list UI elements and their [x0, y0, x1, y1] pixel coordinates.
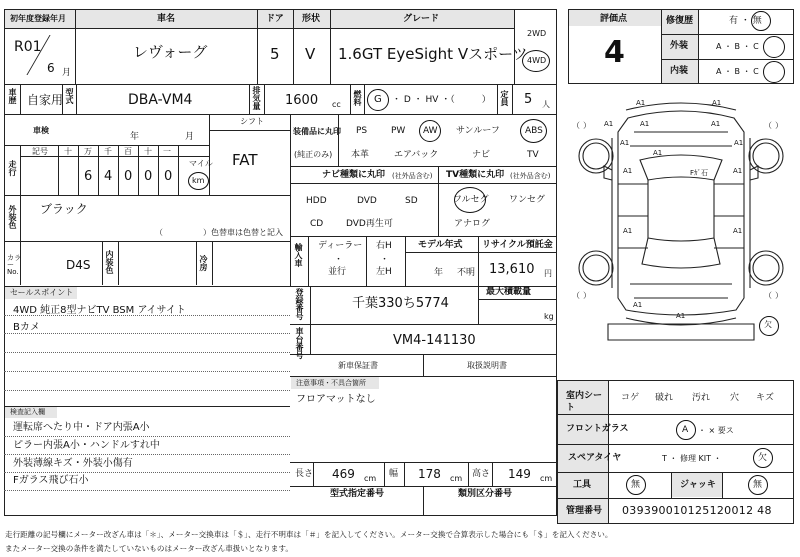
plate-value: 千葉330ち5774	[352, 296, 449, 311]
right-h-dot: ・	[380, 255, 390, 265]
equip-airbag: エアバック	[394, 150, 439, 160]
repair-label: 修復歴	[666, 16, 694, 26]
damage-mark: A1	[604, 120, 614, 128]
tv-title: TV種類に丸印	[446, 170, 505, 180]
grade-label: グレード	[403, 14, 440, 24]
spare-label: スペアタイヤ	[568, 453, 622, 463]
footer-line2: またメーター交換の条件を満たしていないものはメーター改ざん車扱いとなります。	[5, 544, 293, 553]
damage-mark: A1	[623, 167, 633, 175]
left-h-label: 左H	[376, 267, 392, 277]
digit-label: 百	[124, 147, 132, 156]
navi-title-sub: (社外品含む)	[392, 172, 433, 180]
digit-label: 十	[144, 147, 152, 156]
first-reg-month: 6	[47, 61, 55, 75]
windshield-value: A	[682, 425, 689, 435]
score-value: 4	[604, 35, 625, 70]
mileage-digit: 6	[84, 169, 93, 184]
points-line: Bカメ	[13, 322, 40, 333]
equip-sunroof: サンルーフ	[456, 126, 500, 136]
paren-close: ）	[583, 121, 591, 130]
paren-open: （	[764, 121, 772, 130]
equip-tv: TV	[527, 150, 539, 160]
paren-open: （	[764, 291, 772, 300]
checker-line: Fガラス飛び石小	[13, 475, 89, 486]
import-label: 輸入車	[294, 243, 303, 267]
recycle-label: リサイクル預託金	[482, 240, 553, 250]
grade-value: 1.6GT EyeSight Vスポーツ	[338, 45, 528, 63]
damage-mark: A1	[733, 167, 743, 175]
interior-color-label: 内装色	[105, 250, 114, 274]
score-label: 評価点	[600, 14, 628, 24]
interior-c-circle	[763, 61, 785, 83]
seat-item: キズ	[756, 393, 774, 403]
manual-label: 取扱説明書	[467, 361, 507, 370]
warranty-label: 新車保証書	[338, 361, 378, 370]
shaken-year-label: 年	[130, 132, 140, 142]
exterior-label: 外装	[670, 41, 689, 51]
management-value: 039390010125120012 48	[622, 504, 772, 517]
jack-value: 無	[753, 480, 763, 490]
shift-label: シフト	[240, 117, 264, 126]
mileage-label: 走行	[8, 160, 17, 176]
dealer-label: ディーラー	[318, 241, 363, 251]
paren-close: ）	[775, 121, 783, 130]
seat-item: 汚れ	[692, 393, 711, 403]
mileage-digit: 0	[124, 169, 133, 184]
seat-label: 室内シート	[566, 391, 603, 413]
navi-hdd: HDD	[306, 196, 327, 206]
shift-value: FAT	[232, 151, 258, 169]
seat-item: 穴	[730, 393, 740, 403]
length-value: 469	[332, 467, 355, 481]
shaken-label: 車検	[33, 126, 49, 135]
shape-value: V	[305, 45, 316, 63]
checker-label: 検査記入欄	[10, 408, 45, 416]
damage-mark: A1	[653, 149, 663, 157]
spare-value: 欠	[758, 453, 768, 463]
car-diagram	[568, 88, 794, 378]
damage-mark: A1	[636, 99, 646, 107]
fuel-rest: ・ D ・ HV ・（ ）	[392, 95, 491, 105]
shaken-month-label: 月	[185, 132, 195, 142]
jack-label: ジャッキ	[680, 480, 716, 490]
plate-label: 登録番号	[295, 288, 304, 320]
digit-label: 十	[64, 147, 72, 156]
fuel-g: G	[374, 94, 382, 105]
width-unit: cm	[450, 474, 463, 483]
damage-mark: Fｶﾞ石	[690, 169, 709, 177]
paren-open: （	[572, 291, 580, 300]
exterior-c-circle	[763, 36, 785, 58]
paren-close: ）	[583, 291, 591, 300]
length-label: 長さ	[295, 469, 314, 479]
fuel-label: 燃料	[353, 90, 362, 106]
first-reg-label: 初年度登録年月	[10, 14, 66, 23]
equip-abs: ABS	[525, 126, 543, 136]
capacity-label: 定員	[500, 90, 509, 106]
mileage-digit: 4	[104, 169, 113, 184]
footer-line1: 走行距離の記号欄にメーター改ざん車は「＊」、メーター交換車は「＄」、走行不明車は「＃」を記入してください。メーター交換で合算表示した場合にも「＄」を記入ください。	[5, 530, 613, 539]
displacement-unit: cc	[332, 100, 341, 109]
seat-item: 破れ	[655, 393, 674, 403]
usage-label: 車歴	[8, 88, 17, 104]
chassis-label: 車台番号	[295, 327, 304, 359]
management-label: 管理番号	[566, 506, 603, 516]
displacement-label: 排気量	[252, 86, 261, 110]
equip-pw: PW	[391, 126, 406, 136]
displacement-value: 1600	[285, 93, 319, 108]
dealer-dot: ・	[334, 255, 344, 265]
tools-label: 工具	[573, 480, 592, 490]
mile-label: マイル	[189, 159, 213, 168]
color-label: 外装色	[8, 205, 17, 229]
max-load-label: 最大積載量	[486, 287, 532, 297]
seat-item: コゲ	[621, 393, 640, 403]
interior-abc: A ・ B ・ C	[716, 67, 759, 76]
drive-2wd: 2WD	[527, 29, 547, 38]
tv-oneseg: ワンセグ	[509, 195, 546, 205]
equip-navi: ナビ	[472, 150, 491, 160]
equip-ps: PS	[356, 126, 368, 136]
height-value: 149	[508, 467, 531, 481]
color-no-value: D4S	[66, 258, 91, 272]
door-label: ドア	[266, 14, 284, 24]
navi-sd: SD	[405, 196, 418, 206]
usage-value: 自家用	[27, 93, 64, 107]
damage-mark: A1	[620, 139, 630, 147]
checker-line: 外装薄線キズ・外装小傷有	[13, 458, 133, 469]
tv-title-sub: (社外品含む)	[510, 172, 551, 180]
model-value: DBA-VM4	[128, 92, 193, 108]
equipment-label: 装備品に丸印	[293, 127, 341, 136]
door-value: 5	[270, 45, 280, 63]
mileage-digit: 0	[144, 169, 153, 184]
damage-mark: A1	[712, 99, 722, 107]
exterior-abc: A ・ B ・ C	[716, 42, 759, 51]
digit-label: 一	[163, 147, 171, 156]
tv-analog: アナログ	[454, 219, 491, 229]
damage-mark: A1	[711, 120, 721, 128]
right-h-label: 右H	[376, 241, 392, 251]
car-name-label: 車名	[157, 14, 176, 24]
navi-dvd-play: DVD再生可	[346, 219, 393, 229]
equip-aw: AW	[423, 126, 438, 136]
points-line: 4WD 純正8型ナビTV BSM アイサイト	[13, 305, 186, 316]
type-spec-label: 型式指定番号	[330, 489, 385, 499]
repair-options: 有 ・ 無	[729, 16, 762, 26]
length-unit: cm	[364, 474, 377, 483]
missing-mark: 欠	[764, 320, 772, 329]
height-unit: cm	[540, 474, 553, 483]
first-reg-era: R01	[14, 39, 42, 55]
digit-label-kigo: 記号	[32, 147, 48, 156]
repair-none-circle	[751, 11, 771, 31]
digit-label: 千	[104, 147, 112, 156]
paren-close: ）	[775, 291, 783, 300]
tools-value: 無	[631, 480, 641, 490]
tv-fullseg: フルセグ	[453, 195, 489, 205]
interior-label: 内装	[670, 66, 689, 76]
damage-mark: A1	[733, 227, 743, 235]
width-label: 幅	[389, 469, 399, 479]
windshield-rest: ・ × 要ス	[698, 426, 734, 435]
max-load-unit: kg	[544, 312, 554, 321]
spare-rest: T ・ 修理 KIT ・	[662, 454, 722, 463]
width-value: 178	[418, 467, 441, 481]
mileage-digit: 0	[164, 169, 173, 184]
class-label: 類別区分番号	[458, 489, 513, 499]
car-name: レヴォーグ	[133, 43, 208, 61]
damage-mark: A1	[640, 120, 650, 128]
color-no-label: カラーNo.	[7, 254, 21, 276]
model-year-label: モデル年式	[418, 240, 463, 250]
windshield-label: フロントガラス	[566, 424, 629, 434]
notes-value: フロアマットなし	[296, 394, 376, 405]
first-reg-month-unit: 月	[62, 68, 72, 78]
capacity-value: 5	[524, 92, 533, 107]
height-label: 高さ	[472, 469, 491, 479]
color-change-note: （ ）色替車は色替と記入	[155, 228, 283, 237]
km-label: km	[192, 176, 205, 185]
paren-open: （	[572, 121, 580, 130]
model-label: 型式	[65, 88, 74, 104]
chassis-value: VM4-141130	[393, 333, 476, 348]
equip-leather: 本革	[351, 150, 370, 160]
navi-cd: CD	[310, 219, 324, 229]
checker-line: 運転席へたり中・ドア内張A小	[13, 422, 150, 433]
checker-line: ピラー内張A小・ハンドルすれ中	[13, 440, 160, 451]
parallel-label: 並行	[328, 267, 347, 277]
capacity-unit: 人	[542, 100, 550, 109]
navi-dvd: DVD	[357, 196, 377, 206]
color-value: ブラック	[40, 202, 88, 216]
drive-4wd: 4WD	[527, 56, 547, 65]
model-year-unit: 年	[434, 268, 444, 278]
equipment-label-sub: (純正のみ)	[294, 150, 333, 159]
ac-label: 冷房	[199, 255, 208, 271]
navi-title: ナビ種類に丸印	[322, 170, 386, 180]
recycle-value: 13,610	[489, 262, 535, 277]
notes-label: 注意事項・不具合箇所	[296, 379, 366, 387]
points-label: セールスポイント	[10, 288, 74, 297]
damage-mark: A1	[734, 139, 744, 147]
damage-mark: A1	[676, 312, 686, 320]
shape-label: 形状	[302, 14, 321, 24]
digit-label: 万	[84, 147, 92, 156]
damage-mark: A1	[633, 301, 643, 309]
model-year-value: 不明	[457, 268, 476, 278]
damage-mark: A1	[623, 227, 633, 235]
recycle-unit: 円	[544, 269, 552, 278]
